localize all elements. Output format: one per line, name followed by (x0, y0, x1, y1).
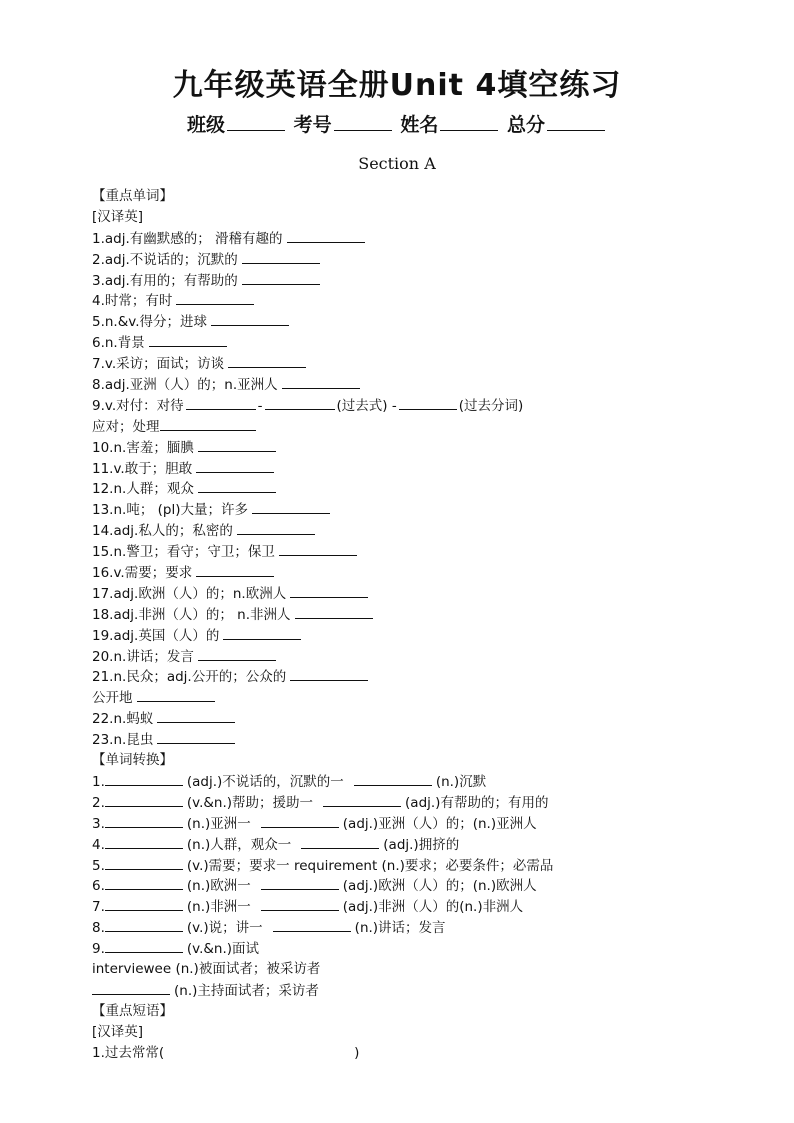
answer-blank[interactable] (265, 395, 335, 410)
section-title: Section A (358, 154, 436, 173)
answer-blank[interactable] (105, 792, 183, 807)
answer-blank[interactable] (105, 771, 183, 786)
conversion-item: 4. (n.)人群，观众一 (adj.)拥挤的 (92, 834, 652, 855)
conversion-item: 5. (v.)需要；要求一 requirement (n.)要求；必要条件；必需品 (92, 855, 652, 876)
answer-blank[interactable] (279, 541, 357, 556)
answer-blank[interactable] (92, 980, 170, 995)
answer-blank[interactable] (105, 896, 183, 911)
conversion-heading: 【单词转换】 (92, 752, 173, 769)
answer-blank[interactable] (242, 270, 320, 285)
phrases-heading: 【重点短语】 (92, 1002, 173, 1019)
answer-blank[interactable] (176, 290, 254, 305)
phrase-item: 1.过去常常( ) (92, 1044, 360, 1061)
vocab-item: 16.v.需要；要求 (92, 562, 652, 583)
exam-no-label: 考号 (293, 114, 332, 136)
vocab-heading: 【重点单词】 (92, 188, 173, 204)
exam-no-blank[interactable] (334, 112, 392, 131)
answer-blank[interactable] (196, 562, 274, 577)
vocab-item: 5.n.&v.得分；进球 (92, 311, 652, 332)
conversion-extra: interviewee (n.)被面试者；被采访者 (92, 960, 321, 977)
answer-blank[interactable] (157, 708, 235, 723)
vocab-item: 19.adj.英国（人）的 (92, 625, 652, 646)
vocab-item: 13.n.吨； (pl)大量；许多 (92, 499, 652, 520)
vocab-item: 22.n.蚂蚁 (92, 708, 652, 729)
answer-blank[interactable] (290, 583, 368, 598)
vocab-item: 7.v.采访；面试；访谈 (92, 353, 652, 374)
answer-blank[interactable] (399, 395, 457, 410)
vocab-item: 18.adj.非洲（人）的； n.非洲人 (92, 604, 652, 625)
vocab-item-cont: 应对；处理 (92, 416, 652, 437)
answer-blank[interactable] (237, 520, 315, 535)
class-blank[interactable] (227, 112, 285, 131)
vocab-item: 15.n.警卫；看守；守卫；保卫 (92, 541, 652, 562)
vocab-item: 2.adj.不说话的；沉默的 (92, 249, 652, 270)
answer-blank[interactable] (228, 353, 306, 368)
vocab-item: 11.v.敢于；胆敢 (92, 458, 652, 479)
name-blank[interactable] (440, 112, 498, 131)
answer-blank[interactable] (242, 249, 320, 264)
vocab-item: 17.adj.欧洲（人）的；n.欧洲人 (92, 583, 652, 604)
vocab-item: 4.时常；有时 (92, 290, 652, 311)
answer-blank[interactable] (198, 478, 276, 493)
worksheet-content (92, 186, 652, 1063)
vocab-item: 10.n.害羞；腼腆 (92, 437, 652, 458)
conversion-item: 1. (adj.)不说话的，沉默的一 (n.)沉默 (92, 771, 652, 792)
answer-blank[interactable] (105, 917, 183, 932)
answer-blank[interactable] (273, 917, 351, 932)
answer-blank[interactable] (198, 646, 276, 661)
conversion-item: 9. (v.&n.)面试 (92, 938, 652, 959)
answer-blank[interactable] (295, 604, 373, 619)
answer-blank[interactable] (287, 228, 365, 243)
answer-blank[interactable] (323, 792, 401, 807)
vocab-item: 14.adj.私人的；私密的 (92, 520, 652, 541)
answer-blank[interactable] (105, 813, 183, 828)
vocab-item: 9.v.对付：对待 - (过去式) - (过去分词) (92, 395, 652, 416)
answer-blank[interactable] (105, 938, 183, 953)
answer-blank[interactable] (105, 855, 183, 870)
class-label: 班级 (187, 114, 226, 136)
answer-blank[interactable] (149, 332, 227, 347)
conversion-extra: (n.)主持面试者；采访者 (92, 980, 652, 1001)
student-info-line (0, 110, 794, 137)
answer-blank[interactable] (198, 437, 276, 452)
answer-blank[interactable] (157, 729, 235, 744)
answer-blank[interactable] (105, 875, 183, 890)
vocab-item: 23.n.昆虫 (92, 729, 652, 750)
vocab-item: 21.n.民众；adj.公开的；公众的 (92, 666, 652, 687)
phrases-subheading: [汉译英] (92, 1023, 144, 1040)
answer-blank[interactable] (252, 499, 330, 514)
answer-blank[interactable] (261, 875, 339, 890)
vocab-item: 1.adj.有幽默感的； 滑稽有趣的 (92, 228, 652, 249)
answer-blank[interactable] (196, 458, 274, 473)
name-label: 姓名 (400, 114, 439, 136)
answer-blank[interactable] (223, 625, 301, 640)
conversion-item: 3. (n.)亚洲一 (adj.)亚洲（人）的；(n.)亚洲人 (92, 813, 652, 834)
answer-blank[interactable] (354, 771, 432, 786)
answer-blank[interactable] (301, 834, 379, 849)
vocab-item: 12.n.人群；观众 (92, 478, 652, 499)
score-label: 总分 (506, 114, 545, 136)
vocab-item: 3.adj.有用的；有帮助的 (92, 270, 652, 291)
conversion-item: 2. (v.&n.)帮助；援助一 (adj.)有帮助的；有用的 (92, 792, 652, 813)
vocab-item: 20.n.讲话；发言 (92, 646, 652, 667)
vocab-item-cont: 公开地 (92, 687, 652, 708)
worksheet-title: 九年级英语全册Unit 4填空练习 (172, 68, 622, 103)
answer-blank[interactable] (282, 374, 360, 389)
conversion-item: 6. (n.)欧洲一 (adj.)欧洲（人）的；(n.)欧洲人 (92, 875, 652, 896)
score-blank[interactable] (547, 112, 605, 131)
answer-blank[interactable] (160, 416, 256, 431)
answer-blank[interactable] (290, 666, 368, 681)
answer-blank[interactable] (186, 395, 256, 410)
answer-blank[interactable] (261, 813, 339, 828)
conversion-item: 7. (n.)非洲一 (adj.)非洲（人）的(n.)非洲人 (92, 896, 652, 917)
answer-blank[interactable] (261, 896, 339, 911)
vocab-item: 6.n.背景 (92, 332, 652, 353)
conversion-item: 8. (v.)说；讲一 (n.)讲话；发言 (92, 917, 652, 938)
answer-blank[interactable] (137, 687, 215, 702)
answer-blank[interactable] (211, 311, 289, 326)
vocab-item: 8.adj.亚洲（人）的；n.亚洲人 (92, 374, 652, 395)
answer-blank[interactable] (105, 834, 183, 849)
vocab-subheading: [汉译英] (92, 208, 144, 225)
